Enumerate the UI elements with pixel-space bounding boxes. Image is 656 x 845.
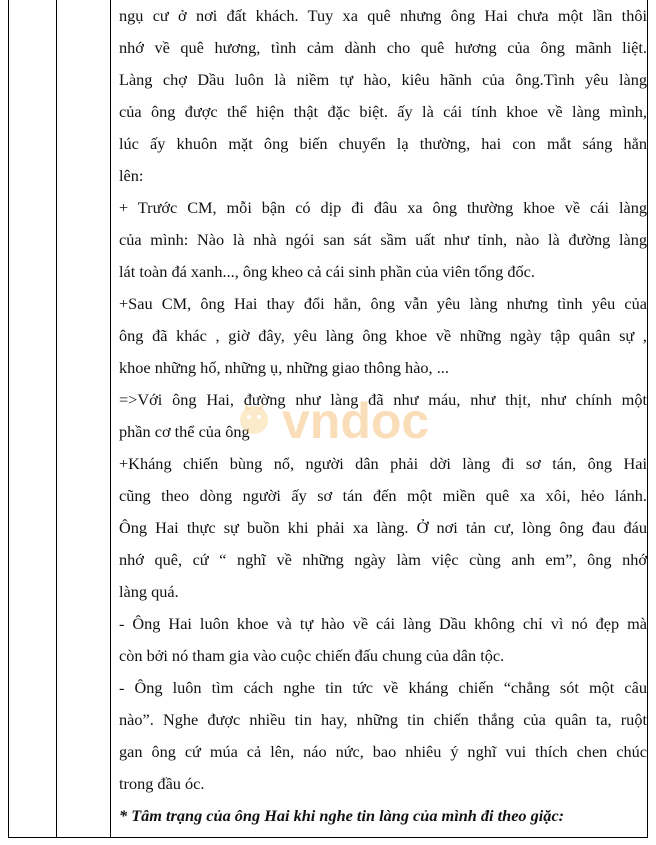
text-line: - Ông Hai luôn khoe và tự hào về cái làng Dầu không chỉ vì nó đẹp mà [119, 614, 647, 633]
section-heading: * Tâm trạng của ông Hai khi nghe tin làng của mình đi theo giặc: [119, 806, 565, 825]
text-line: - Ông luôn tìm cách nghe tin tức về kháng chiến “chẳng sót một câu [119, 678, 647, 697]
text-line: trong đầu óc. [119, 774, 205, 793]
text-line: nhớ quê, cứ “ nghĩ về những ngày làm việc cùng anh em”, ông nhớ [119, 550, 647, 569]
text-line: còn bởi nó tham gia vào cuộc chiến đấu chung của dân tộc. [119, 646, 505, 665]
text-line: +Kháng chiến bùng nổ, người dân phải dời làng đi sơ tán, ông Hai [119, 454, 647, 473]
text-line: nào”. Nghe được nhiều tin hay, những tin chiến thắng của quân ta, ruột [119, 710, 647, 729]
text-line: làng quá. [119, 582, 179, 601]
text-line: +Sau CM, ông Hai thay đổi hẳn, ông vẫn yêu làng nhưng tình yêu của [119, 294, 647, 313]
text-line: của ông được thể hiện thật đặc biệt. ấy là cái tính khoe về làng mình, [119, 102, 647, 121]
text-line: cũng theo dòng người ấy sơ tán đến một miền quê xa xôi, hẻo lánh. [119, 486, 647, 505]
text-line: Ông Hai thực sự buồn khi phải xa làng. Ở nơi tản cư, lòng ông đau đáu [119, 518, 647, 537]
text-line: phần cơ thể của ông [119, 422, 250, 441]
text-line: ông đã khác , giờ đây, yêu làng ông khoe về những ngày tập quân sự , [119, 326, 647, 345]
text-line: của mình: Nào là nhà ngói san sát sầm uất như tỉnh, nào là đường làng [119, 230, 647, 249]
text-line: Làng chợ Dầu luôn là niềm tự hào, kiêu hãnh của ông.Tình yêu làng [119, 70, 647, 89]
table-column-section [57, 0, 111, 837]
text-line: ngụ cư ở nơi đất khách. Tuy xa quê nhưng ông Hai chưa một lần thôi [119, 6, 647, 25]
text-line: gan ông cứ múa cả lên, náo nức, bao nhiêu ý nghĩ vui thích chen chúc [119, 742, 647, 761]
table-column-index [9, 0, 57, 837]
text-line: nhớ về quê hương, tình cảm dành cho quê hương của ông mãnh liệt. [119, 38, 647, 57]
mascot-icon [240, 402, 268, 434]
text-line: khoe những hố, những ụ, những giao thông hào, ... [119, 358, 449, 377]
text-line: + Trước CM, mỗi bận có dịp đi đâu xa ông thường khoe về cái làng [119, 198, 647, 217]
text-line: lúc ấy khuôn mặt ông biến chuyển lạ thường, hai con mắt sáng hẳn [119, 134, 647, 153]
text-line: lên: [119, 166, 144, 185]
watermark-text: vndoc [282, 393, 430, 449]
vndoc-watermark-logo [222, 386, 452, 456]
text-line: =>Với ông Hai, đường như làng đã như máu, như thịt, như chính một [119, 390, 647, 409]
text-line: lát toàn đá xanh..., ông kheo cả cái sinh phần của viên tổng đốc. [119, 262, 535, 281]
